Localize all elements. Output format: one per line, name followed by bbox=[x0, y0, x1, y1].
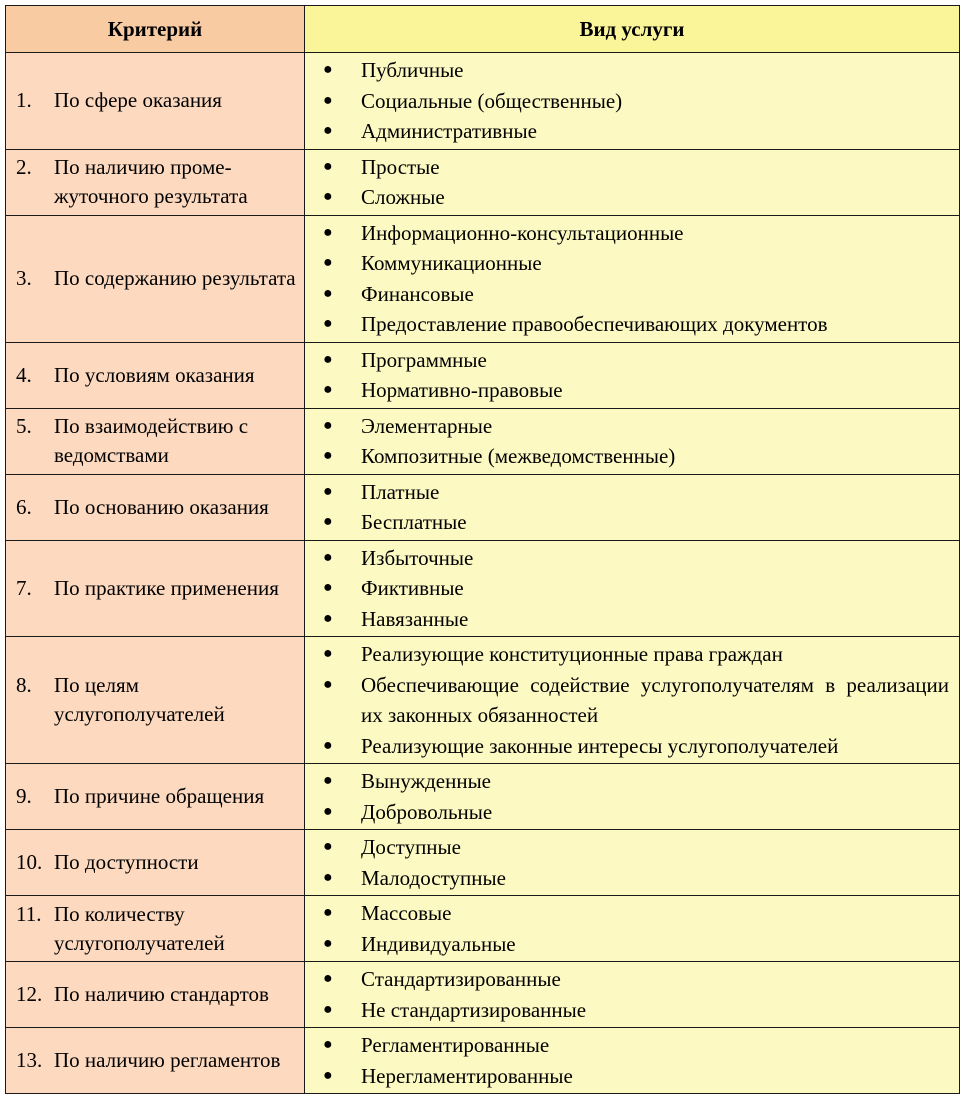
service-type-item bbox=[305, 731, 949, 762]
service-type-text: Малодоступные bbox=[361, 865, 506, 890]
service-types-cell bbox=[305, 1028, 960, 1094]
service-type-list bbox=[305, 343, 959, 408]
service-type-item bbox=[305, 832, 949, 863]
table-row bbox=[6, 962, 960, 1028]
criterion-number: 11. bbox=[16, 901, 42, 926]
table-row bbox=[6, 1028, 960, 1094]
bullet-icon: ● bbox=[323, 513, 333, 530]
bullet-icon: ● bbox=[323, 188, 333, 205]
service-classification-table bbox=[5, 5, 960, 1094]
criterion-number: 5. bbox=[16, 414, 32, 438]
service-type-text: Обеспечивающие содействие услугополучателям в реализации их законных обязанностей bbox=[361, 672, 949, 727]
service-type-item bbox=[305, 248, 949, 279]
bullet-icon: ● bbox=[323, 645, 333, 662]
service-type-text: Реализующие законные интересы услугополучателей bbox=[361, 733, 839, 758]
service-type-item bbox=[305, 670, 949, 731]
service-type-text: Сложные bbox=[361, 185, 445, 209]
bullet-icon: ● bbox=[323, 61, 333, 78]
criterion-column-header: Критерий bbox=[6, 6, 305, 53]
service-type-text: Простые bbox=[361, 154, 440, 179]
service-type-list bbox=[305, 216, 959, 342]
table-row bbox=[6, 896, 960, 962]
criterion-cell bbox=[6, 342, 305, 408]
criterion-cell bbox=[6, 474, 305, 540]
service-type-list bbox=[305, 1028, 959, 1093]
service-type-list bbox=[305, 637, 959, 763]
table-header-row bbox=[6, 6, 960, 53]
criterion-number: 9. bbox=[16, 784, 32, 808]
bullet-icon: ● bbox=[323, 157, 333, 175]
bullet-icon: ● bbox=[323, 579, 333, 596]
service-types-cell bbox=[305, 896, 960, 962]
service-type-item bbox=[305, 639, 949, 670]
service-type-item bbox=[305, 477, 949, 508]
table-row bbox=[6, 474, 960, 540]
service-type-text: Программные bbox=[361, 347, 487, 372]
bullet-icon: ● bbox=[323, 772, 333, 789]
criterion-text: По доступности bbox=[54, 850, 199, 874]
service-type-text: Избыточные bbox=[361, 545, 474, 570]
bullet-icon: ● bbox=[323, 416, 333, 434]
criterion-number: 4. bbox=[16, 362, 32, 387]
service-types-cell bbox=[305, 474, 960, 540]
service-type-text: Коммуникационные bbox=[361, 251, 542, 275]
service-type-text: Элементарные bbox=[361, 413, 493, 438]
criterion-text: По причине обращения bbox=[54, 784, 265, 808]
service-type-text: Доступные bbox=[361, 835, 461, 859]
service-type-item bbox=[305, 995, 949, 1026]
criterion-cell bbox=[6, 408, 305, 474]
criterion-cell bbox=[6, 896, 305, 962]
bullet-icon: ● bbox=[323, 122, 333, 139]
service-type-text: Композитные (межведомственные) bbox=[361, 444, 676, 468]
bullet-icon: ● bbox=[323, 548, 333, 566]
criterion-cell bbox=[6, 149, 305, 215]
service-types-cell bbox=[305, 830, 960, 896]
service-type-item bbox=[305, 309, 949, 340]
bullet-icon: ● bbox=[323, 609, 333, 627]
criterion-text: По основанию оказания bbox=[54, 494, 269, 519]
service-type-list bbox=[305, 830, 959, 895]
service-type-text: Не стандартизированные bbox=[361, 997, 587, 1022]
bullet-icon: ● bbox=[323, 482, 333, 500]
service-types-cell bbox=[305, 53, 960, 150]
bullet-icon: ● bbox=[323, 838, 333, 855]
bullet-icon: ● bbox=[323, 315, 333, 332]
service-type-item bbox=[305, 604, 949, 635]
service-type-list bbox=[305, 541, 959, 637]
service-type-text: Бесплатные bbox=[361, 510, 467, 534]
bullet-icon: ● bbox=[323, 447, 333, 464]
service-type-text: Регламентированные bbox=[361, 1033, 550, 1057]
service-types-cell bbox=[305, 149, 960, 215]
table-row bbox=[6, 408, 960, 474]
bullet-icon: ● bbox=[323, 1066, 333, 1084]
criterion-cell bbox=[6, 962, 305, 1028]
bullet-icon: ● bbox=[323, 350, 333, 368]
service-type-list bbox=[305, 896, 959, 961]
table-row bbox=[6, 342, 960, 408]
bullet-icon: ● bbox=[323, 381, 333, 398]
service-type-text: Вынужденные bbox=[361, 769, 491, 793]
criterion-text: По наличию проме-жуточного результата bbox=[54, 155, 248, 208]
service-type-item bbox=[305, 797, 949, 828]
service-type-text: Административные bbox=[361, 119, 537, 143]
criterion-number: 2. bbox=[16, 155, 32, 179]
criterion-number: 8. bbox=[16, 673, 32, 697]
service-type-item bbox=[305, 863, 949, 894]
service-types-cell bbox=[305, 962, 960, 1028]
bullet-icon: ● bbox=[323, 934, 333, 952]
service-type-item bbox=[305, 182, 949, 213]
criterion-number: 3. bbox=[16, 266, 32, 290]
criterion-cell bbox=[6, 215, 305, 342]
criterion-number: 1. bbox=[16, 88, 32, 113]
bullet-icon: ● bbox=[323, 802, 333, 820]
service-type-text: Реализующие конституционные права граждан bbox=[361, 642, 783, 666]
service-types-cell bbox=[305, 637, 960, 764]
bullet-icon: ● bbox=[323, 284, 333, 302]
table-row bbox=[6, 637, 960, 764]
bullet-icon: ● bbox=[323, 675, 333, 693]
service-type-column-header: Вид услуги bbox=[305, 6, 960, 53]
service-type-item bbox=[305, 441, 949, 472]
table-row bbox=[6, 53, 960, 150]
service-type-item bbox=[305, 279, 949, 310]
service-type-text: Платные bbox=[361, 479, 440, 504]
service-type-item bbox=[305, 964, 949, 995]
service-type-item bbox=[305, 766, 949, 797]
service-type-item bbox=[305, 55, 949, 86]
service-types-cell bbox=[305, 342, 960, 408]
bullet-icon: ● bbox=[323, 1000, 333, 1018]
table-row bbox=[6, 540, 960, 637]
service-type-item bbox=[305, 573, 949, 604]
service-type-list bbox=[305, 962, 959, 1027]
service-type-text: Индивидуальные bbox=[361, 931, 516, 956]
bullet-icon: ● bbox=[323, 91, 333, 109]
service-type-text: Массовые bbox=[361, 901, 452, 925]
service-type-text: Фиктивные bbox=[361, 576, 464, 600]
criterion-text: По взаимодействию с ведомствами bbox=[54, 414, 249, 467]
table-row bbox=[6, 764, 960, 830]
service-type-item bbox=[305, 152, 949, 183]
service-type-item bbox=[305, 116, 949, 147]
service-type-text: Стандартизированные bbox=[361, 967, 561, 991]
table-row bbox=[6, 149, 960, 215]
service-type-text: Финансовые bbox=[361, 281, 474, 306]
bullet-icon: ● bbox=[323, 1036, 333, 1053]
bullet-icon: ● bbox=[323, 223, 333, 241]
service-type-list bbox=[305, 150, 959, 215]
service-type-list bbox=[305, 53, 959, 149]
criterion-cell bbox=[6, 830, 305, 896]
service-types-cell bbox=[305, 215, 960, 342]
service-types-cell bbox=[305, 540, 960, 637]
criterion-cell bbox=[6, 540, 305, 637]
service-type-text: Социальные (общественные) bbox=[361, 88, 623, 113]
service-type-text: Публичные bbox=[361, 58, 464, 82]
criterion-number: 7. bbox=[16, 575, 32, 600]
criterion-cell bbox=[6, 1028, 305, 1094]
bullet-icon: ● bbox=[323, 868, 333, 886]
criterion-text: По сфере оказания bbox=[54, 88, 222, 113]
criterion-text: По условиям оказания bbox=[54, 362, 255, 387]
service-type-item bbox=[305, 86, 949, 117]
bullet-icon: ● bbox=[323, 970, 333, 987]
criterion-text: По содержанию результата bbox=[54, 266, 296, 290]
bullet-icon: ● bbox=[323, 254, 333, 271]
table-row bbox=[6, 215, 960, 342]
bullet-icon: ● bbox=[323, 904, 333, 921]
criterion-text: По практике применения bbox=[54, 575, 279, 600]
service-type-text: Предоставление правообеспечивающих документов bbox=[361, 312, 828, 336]
service-type-item bbox=[305, 375, 949, 406]
service-type-item bbox=[305, 1061, 949, 1092]
service-type-list bbox=[305, 764, 959, 829]
service-type-text: Навязанные bbox=[361, 606, 469, 631]
criterion-number: 10. bbox=[16, 850, 43, 874]
service-type-text: Нормативно-правовые bbox=[361, 378, 563, 402]
criterion-text: По количеству услугополучателей bbox=[54, 901, 225, 955]
service-type-text: Нерегламентированные bbox=[361, 1063, 573, 1088]
criterion-text: По целям услугополучателей bbox=[54, 673, 225, 726]
table-body bbox=[6, 53, 960, 1094]
service-type-item bbox=[305, 1030, 949, 1061]
service-type-text: Информационно-консультационные bbox=[361, 220, 684, 245]
criterion-number: 12. bbox=[16, 982, 43, 1006]
service-type-list bbox=[305, 475, 959, 540]
table-row bbox=[6, 830, 960, 896]
service-type-text: Добровольные bbox=[361, 799, 493, 824]
bullet-icon: ● bbox=[323, 736, 333, 754]
service-type-list bbox=[305, 409, 959, 474]
criterion-text: По наличию регламентов bbox=[54, 1048, 281, 1072]
service-type-item bbox=[305, 507, 949, 538]
criterion-text: По наличию стандартов bbox=[54, 982, 269, 1006]
service-type-item bbox=[305, 543, 949, 574]
criterion-number: 13. bbox=[16, 1048, 43, 1072]
service-type-item bbox=[305, 411, 949, 442]
criterion-number: 6. bbox=[16, 494, 32, 519]
service-type-item bbox=[305, 345, 949, 376]
service-types-cell bbox=[305, 764, 960, 830]
service-types-cell bbox=[305, 408, 960, 474]
criterion-cell bbox=[6, 637, 305, 764]
criterion-cell bbox=[6, 764, 305, 830]
criterion-cell bbox=[6, 53, 305, 150]
service-type-item bbox=[305, 929, 949, 960]
service-type-item bbox=[305, 218, 949, 249]
service-type-item bbox=[305, 898, 949, 929]
